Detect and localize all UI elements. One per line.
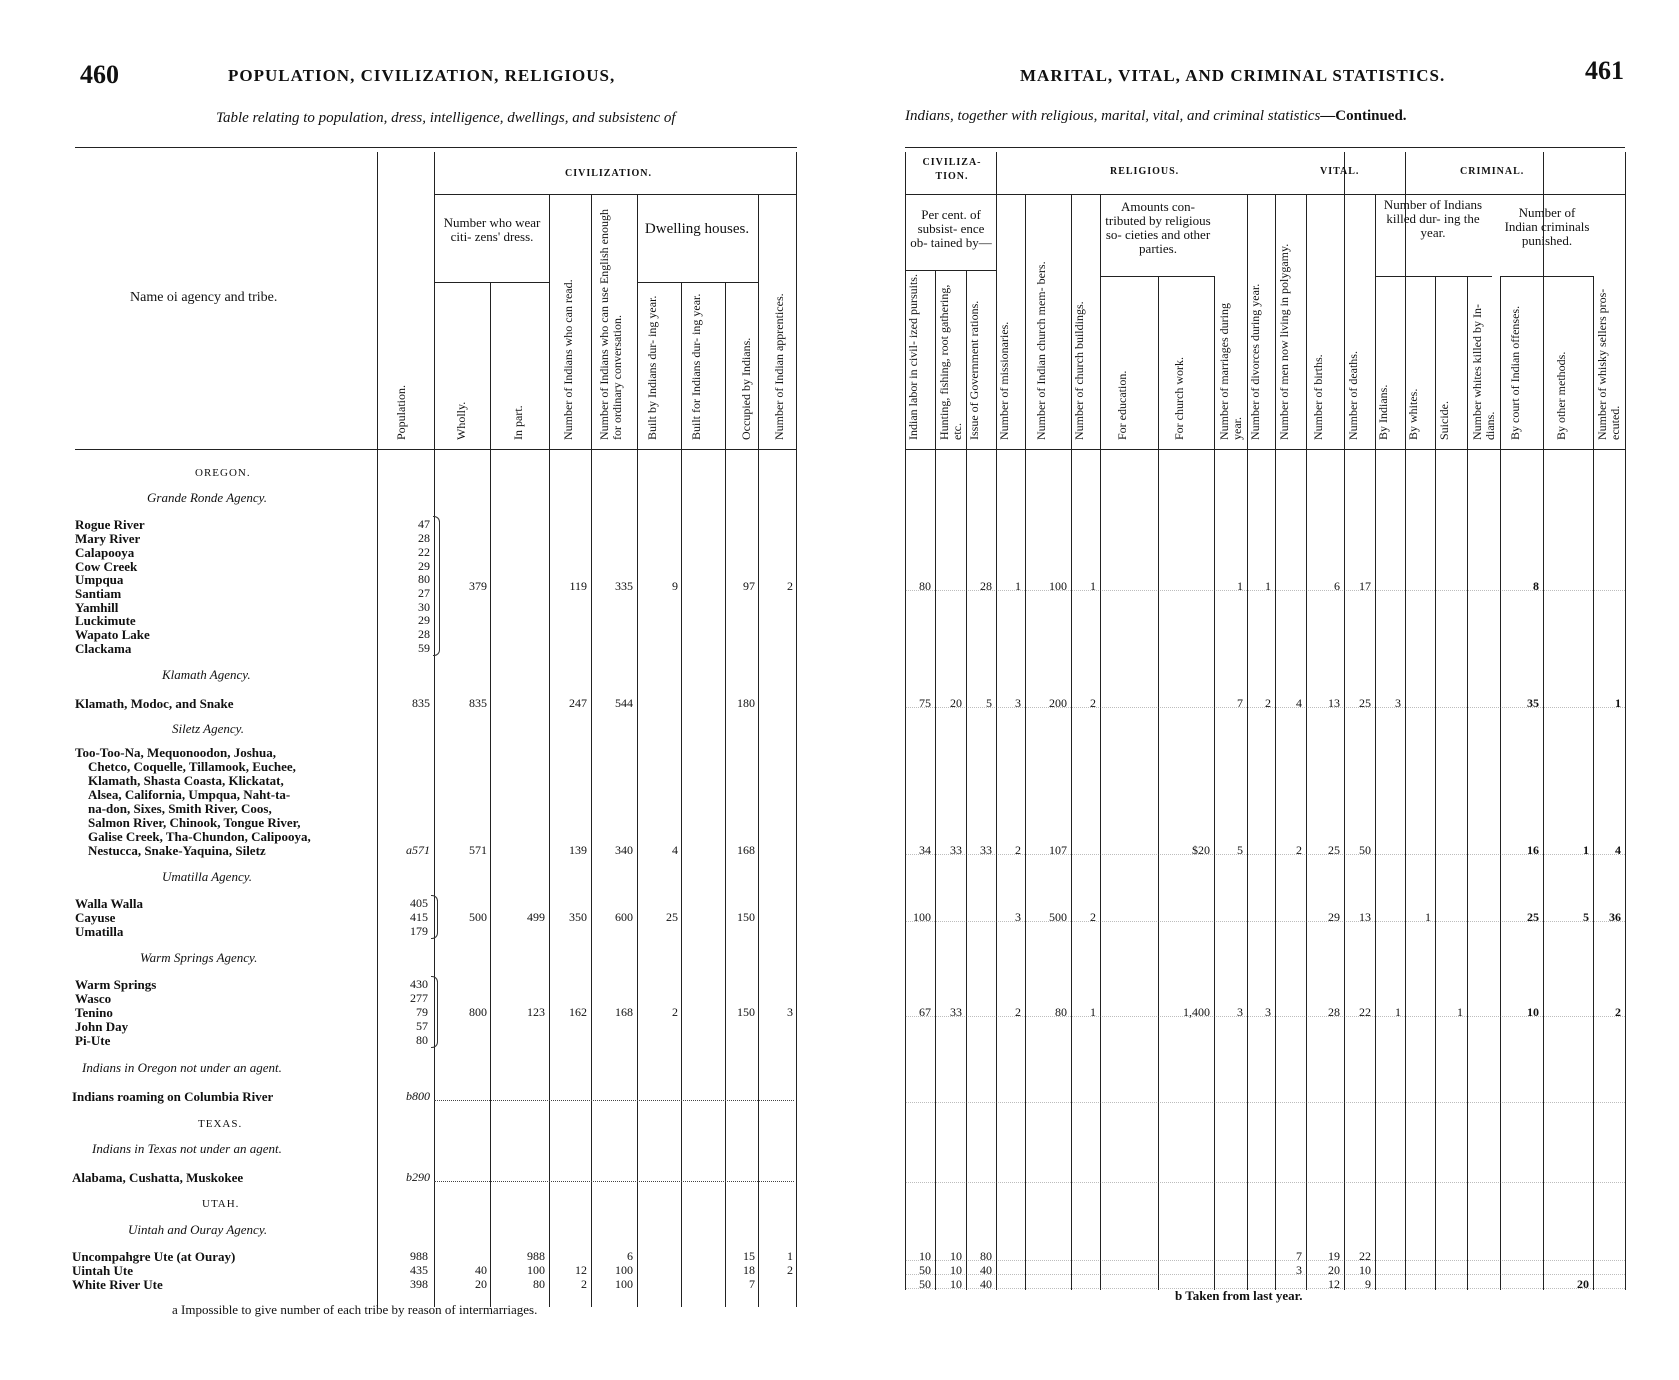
warm-springs-agency: Warm Springs Agency. — [140, 950, 258, 965]
cell: 25 — [1328, 843, 1340, 857]
divider — [591, 194, 592, 1307]
column-rule — [935, 270, 936, 1290]
civ-rule — [434, 194, 797, 195]
english-value: 6 — [627, 1249, 633, 1263]
population-value: 835 — [412, 696, 430, 710]
cell: 25 — [1359, 696, 1371, 710]
dot-leader — [905, 707, 1625, 708]
cell: 1 — [1583, 843, 1589, 857]
cell: 34 — [919, 843, 931, 857]
cell: 13 — [1328, 696, 1340, 710]
cell: 100 — [1049, 579, 1067, 593]
criminals-header: Number of Indian criminals punished. — [1504, 205, 1590, 248]
tribe-name: Walla Walla — [75, 896, 144, 911]
built-for-header: Built for Indians dur- ing year. — [689, 293, 703, 440]
brace — [433, 516, 440, 656]
wholly-value: 571 — [469, 843, 487, 857]
cell: 100 — [913, 910, 931, 924]
wholly-value: 835 — [469, 696, 487, 710]
tribe-name: Tenino — [75, 1005, 113, 1020]
cell: 28 — [980, 579, 992, 593]
cell: 80 — [919, 579, 931, 593]
tribe-name: Santiam — [75, 586, 122, 601]
criminal-group: CRIMINAL. — [1460, 166, 1525, 177]
killed-header: Number of Indians killed dur- ing the year. — [1383, 197, 1483, 240]
wholly-header: Wholly. — [454, 401, 468, 440]
tribe-name: Umpqua — [75, 572, 124, 587]
population-value: 22 — [418, 545, 430, 559]
in-part-header: In part. — [511, 405, 525, 440]
cell: 10 — [1359, 1263, 1371, 1277]
cell: 10 — [950, 1263, 962, 1277]
dwelling-rule — [637, 282, 758, 283]
tribe-line: Chetco, Coquelle, Tillamook, Euchee, — [88, 759, 296, 774]
cell: 35 — [1527, 696, 1539, 710]
right-footnote: b Taken from last year. — [1175, 1288, 1303, 1303]
dot-leader — [905, 1182, 1625, 1183]
vertical-header: Number of Indian church mem- bers. — [1034, 261, 1048, 440]
cell: 3 — [1015, 910, 1021, 924]
vertical-header: For church work. — [1172, 357, 1186, 440]
population-value: 415 — [410, 910, 428, 924]
col-name-header: Name oi agency and tribe. — [130, 290, 278, 305]
citizens-dress-header: Number who wear citi- zens' dress. — [443, 215, 541, 244]
cell: 1 — [1425, 910, 1431, 924]
cell: 4 — [1296, 696, 1302, 710]
vital-group: VITAL. — [1320, 166, 1360, 177]
tribe-line: Klamath, Shasta Coasta, Klickatat, — [88, 773, 284, 788]
built-by-value: 2 — [672, 1005, 678, 1019]
cell: 10 — [919, 1249, 931, 1263]
population-value: 59 — [418, 641, 430, 655]
column-rule — [1214, 276, 1215, 1290]
wholly-value: 40 — [475, 1263, 487, 1277]
tribe-name: White River Ute — [72, 1277, 163, 1292]
dot-leader — [905, 1102, 1625, 1103]
dress-rule — [434, 282, 549, 283]
dot-leader — [905, 921, 1625, 922]
divider — [490, 282, 491, 1307]
divider — [681, 282, 682, 1307]
cell: 2 — [1615, 1005, 1621, 1019]
vertical-header: Number whites killed by In- dians. — [1469, 304, 1497, 440]
population-value: 179 — [410, 924, 428, 938]
brace — [431, 976, 438, 1048]
amounts-header: Amounts con- tributed by religious so- cieties and other parties. — [1105, 199, 1211, 256]
cell: 5 — [986, 696, 992, 710]
english-value: 544 — [615, 696, 633, 710]
cell: 8 — [1533, 579, 1539, 593]
tribe-name: Calapooya — [75, 545, 135, 560]
cell: $20 — [1192, 843, 1210, 857]
cell: 80 — [1055, 1005, 1067, 1019]
vertical-header: Number of men now living in polygamy. — [1276, 243, 1291, 440]
apprentices-value: 3 — [787, 1005, 793, 1019]
left-caption: Table relating to population, dress, intelligence, dwellings, and subsistenc of — [216, 110, 676, 126]
dwelling-header: Dwelling houses. — [644, 221, 750, 237]
vertical-header: Hunting, fishing, root gathering, etc. — [936, 284, 964, 440]
cell: 33 — [950, 843, 962, 857]
cell: 1 — [1090, 579, 1096, 593]
vertical-header: Suicide. — [1437, 401, 1451, 440]
population-value: b800 — [406, 1089, 430, 1103]
civilization-header: CIVILIZATION. — [565, 168, 652, 179]
left-running-head: POPULATION, CIVILIZATION, RELIGIOUS, — [228, 66, 616, 85]
cell: 22 — [1359, 1005, 1371, 1019]
cell: 22 — [1359, 1249, 1371, 1263]
built-by-header: Built by Indians dur- ing year. — [645, 295, 659, 440]
population-value: a571 — [406, 843, 430, 857]
population-value: 57 — [416, 1019, 428, 1033]
cell: 10 — [950, 1249, 962, 1263]
english-value: 100 — [615, 1277, 633, 1291]
cell: 1 — [1395, 1005, 1401, 1019]
column-rule — [1344, 152, 1345, 1290]
built-by-value: 25 — [666, 910, 678, 924]
english-value: 335 — [615, 579, 633, 593]
apprentices-value: 2 — [787, 579, 793, 593]
state-oregon: OREGON. — [195, 467, 251, 479]
tribe-name: Wapato Lake — [75, 627, 150, 642]
uintah-agency: Uintah and Ouray Agency. — [128, 1222, 268, 1237]
tribe-name: Luckimute — [75, 613, 136, 628]
population-value: 988 — [410, 1249, 428, 1263]
cell: 5 — [1583, 910, 1589, 924]
cell: 33 — [980, 843, 992, 857]
cell: 1 — [1615, 696, 1621, 710]
cell: 2 — [1090, 696, 1096, 710]
header-bottom-rule — [75, 449, 797, 450]
population-value: 435 — [410, 1263, 428, 1277]
tribe-name: Cow Creek — [75, 559, 138, 574]
cell: 1 — [1265, 579, 1271, 593]
cell: 2 — [1265, 696, 1271, 710]
cell: 50 — [919, 1277, 931, 1291]
population-value: 79 — [416, 1005, 428, 1019]
population-value: 430 — [410, 977, 428, 991]
read-value: 2 — [581, 1277, 587, 1291]
divider — [434, 152, 435, 1307]
tribe-name: Yamhill — [75, 600, 119, 615]
cell: 16 — [1527, 843, 1539, 857]
tribe-line: na-don, Sixes, Smith River, Coos, — [88, 801, 272, 816]
right-running-head: MARITAL, VITAL, AND CRIMINAL STATISTICS. — [1020, 66, 1446, 85]
cell: 200 — [1049, 696, 1067, 710]
population-value: b290 — [406, 1170, 430, 1184]
state-utah: UTAH. — [202, 1198, 240, 1210]
in-part-value: 988 — [527, 1249, 545, 1263]
cell: 50 — [919, 1263, 931, 1277]
in-part-value: 123 — [527, 1005, 545, 1019]
dot-leader — [905, 590, 1625, 591]
col-population: Population. — [394, 384, 408, 440]
cell: 12 — [1328, 1277, 1340, 1291]
column-rule — [1593, 276, 1594, 1290]
occupied-value: 18 — [743, 1263, 755, 1277]
vertical-header: Number of marriages during year. — [1216, 303, 1244, 440]
column-rule — [1100, 194, 1101, 1290]
cell: 3 — [1296, 1263, 1302, 1277]
population-value: 29 — [418, 559, 430, 573]
right-page-number: 461 — [1585, 56, 1624, 85]
state-texas: TEXAS. — [198, 1118, 243, 1130]
can-read-header: Number of Indians who can read. — [561, 279, 575, 440]
column-rule — [1500, 276, 1501, 1290]
in-part-value: 499 — [527, 910, 545, 924]
divider — [549, 194, 550, 1307]
cell: 9 — [1365, 1277, 1371, 1291]
klamath-agency: Klamath Agency. — [162, 667, 251, 682]
divider — [377, 152, 378, 1307]
criminals-rule — [1500, 276, 1593, 277]
tribe-line: Galise Creek, Tha-Chundon, Calipooya, — [88, 829, 311, 844]
cell: 10 — [950, 1277, 962, 1291]
column-rule — [1375, 194, 1376, 1290]
column-rule — [1158, 276, 1159, 1290]
column-rule — [1467, 276, 1468, 1290]
population-value: 29 — [418, 613, 430, 627]
cell: 40 — [980, 1263, 992, 1277]
left-page-number: 460 — [80, 60, 119, 89]
per-cent-header: Per cent. of subsist- ence ob- tained by— — [910, 207, 992, 250]
population-value: 405 — [410, 896, 428, 910]
tribe-name: John Day — [75, 1019, 129, 1034]
umatilla-agency: Umatilla Agency. — [162, 869, 253, 884]
dot-leader — [434, 1100, 794, 1101]
tribe-name: Clackama — [75, 641, 132, 656]
read-value: 12 — [575, 1263, 587, 1277]
occupied-header: Occupied by Indians. — [739, 337, 753, 440]
cell: 2 — [1015, 1005, 1021, 1019]
cell: 75 — [919, 696, 931, 710]
divider — [637, 194, 638, 1307]
killed-rule — [1375, 276, 1492, 277]
vertical-header: Number of whisky sellers pros- ecuted. — [1595, 288, 1622, 440]
cell: 3 — [1237, 1005, 1243, 1019]
cell: 500 — [1049, 910, 1067, 924]
cell: 1 — [1457, 1005, 1463, 1019]
cell: 3 — [1015, 696, 1021, 710]
tribe-name: Mary River — [75, 531, 141, 546]
occupied-value: 150 — [737, 1005, 755, 1019]
in-part-value: 100 — [527, 1263, 545, 1277]
population-value: 30 — [418, 600, 430, 614]
divider — [796, 152, 797, 1307]
vertical-header: By court of Indian offenses. — [1507, 305, 1522, 440]
population-value: 398 — [410, 1277, 428, 1291]
built-by-value: 4 — [672, 843, 678, 857]
left-footnote: a Impossible to give number of each tribe by reason of intermarriages. — [172, 1302, 538, 1317]
tribe-name: Uncompahgre Ute (at Ouray) — [72, 1249, 236, 1264]
read-value: 119 — [569, 579, 587, 593]
cell: 20 — [1328, 1263, 1340, 1277]
cell: 1 — [1090, 1005, 1096, 1019]
population-value: 28 — [418, 531, 430, 545]
vertical-header: By whites. — [1406, 388, 1420, 440]
column-rule — [1306, 194, 1307, 1290]
occupied-value: 180 — [737, 696, 755, 710]
population-value: 28 — [418, 627, 430, 641]
cell: 20 — [950, 696, 962, 710]
wholly-value: 800 — [469, 1005, 487, 1019]
grande-ronde-agency: Grande Ronde Agency. — [147, 490, 267, 505]
tribe-name: Klamath, Modoc, and Snake — [75, 696, 234, 711]
brace — [431, 895, 438, 939]
english-header: Number of Indians who can use English enough for ordinary conversation. — [597, 209, 624, 440]
tribe-name: Indians roaming on Columbia River — [72, 1089, 274, 1104]
population-value: 277 — [410, 991, 428, 1005]
english-value: 340 — [615, 843, 633, 857]
cell: 19 — [1328, 1249, 1340, 1263]
cell: 107 — [1049, 843, 1067, 857]
cell: 25 — [1527, 910, 1539, 924]
cell: 3 — [1265, 1005, 1271, 1019]
tribe-line: Alsea, California, Umpqua, Naht-ta- — [88, 787, 291, 802]
divider — [725, 282, 726, 1307]
apprentices-header: Number of Indian apprentices. — [772, 293, 786, 440]
apprentices-value: 2 — [787, 1263, 793, 1277]
group-rule — [905, 194, 1625, 195]
divider — [758, 194, 759, 1307]
tribe-name: Alabama, Cushatta, Muskokee — [72, 1170, 244, 1185]
cell: 36 — [1609, 910, 1621, 924]
read-value: 162 — [569, 1005, 587, 1019]
column-rule — [1025, 194, 1026, 1290]
cell: 13 — [1359, 910, 1371, 924]
cell: 40 — [980, 1277, 992, 1291]
occupied-value: 150 — [737, 910, 755, 924]
population-value: 80 — [418, 572, 430, 586]
cell: 29 — [1328, 910, 1340, 924]
occupied-value: 7 — [749, 1277, 755, 1291]
cell: 33 — [950, 1005, 962, 1019]
cell: 6 — [1334, 579, 1340, 593]
texas-no-agent: Indians in Texas not under an agent. — [92, 1141, 282, 1156]
vertical-header: By Indians. — [1376, 384, 1390, 440]
column-rule — [1405, 152, 1406, 1290]
tribe-name: Warm Springs — [75, 977, 157, 992]
cell: 20 — [1577, 1277, 1589, 1291]
right-caption — [905, 108, 1407, 125]
tribe-name: Umatilla — [75, 924, 124, 939]
dot-leader — [905, 1274, 1625, 1275]
column-rule — [1435, 276, 1436, 1290]
siletz-agency: Siletz Agency. — [172, 721, 244, 736]
vertical-header: Issue of Government rations. — [967, 300, 981, 440]
occupied-value: 168 — [737, 843, 755, 857]
vertical-header: By other methods. — [1554, 351, 1568, 440]
english-value: 100 — [615, 1263, 633, 1277]
in-part-value: 80 — [533, 1277, 545, 1291]
religious-group: RELIGIOUS. — [1110, 166, 1180, 177]
vertical-header: For education. — [1115, 370, 1129, 440]
cell: 7 — [1237, 696, 1243, 710]
cell: 50 — [1359, 843, 1371, 857]
cell: 67 — [919, 1005, 931, 1019]
occupied-value: 97 — [743, 579, 755, 593]
cell: 3 — [1395, 696, 1401, 710]
cell: 4 — [1615, 843, 1621, 857]
cell: 80 — [980, 1249, 992, 1263]
population-value: 47 — [418, 517, 430, 531]
top-rule — [75, 147, 797, 148]
column-rule — [1275, 194, 1276, 1290]
wholly-value: 500 — [469, 910, 487, 924]
read-value: 350 — [569, 910, 587, 924]
vertical-header: Number of births. — [1311, 354, 1325, 440]
apprentices-value: 1 — [787, 1249, 793, 1263]
cell: 2 — [1090, 910, 1096, 924]
tribe-name: Cayuse — [75, 910, 116, 925]
cell: 7 — [1296, 1249, 1302, 1263]
built-by-value: 9 — [672, 579, 678, 593]
read-value: 247 — [569, 696, 587, 710]
column-rule — [1543, 152, 1544, 1290]
cell: 17 — [1359, 579, 1371, 593]
oregon-no-agent: Indians in Oregon not under an agent. — [82, 1060, 282, 1075]
dot-leader — [905, 1016, 1625, 1017]
vertical-header: Indian labor in civil- ized pursuits. — [906, 274, 920, 440]
tribe-line: Salmon River, Chinook, Tongue River, — [88, 815, 301, 830]
vertical-header: Number of deaths. — [1345, 351, 1360, 440]
population-value: 27 — [418, 586, 430, 600]
cell: 1 — [1237, 579, 1243, 593]
tribe-line: Too-Too-Na, Mequonoodon, Joshua, — [75, 745, 276, 760]
vertical-header: Number of church buildings. — [1072, 301, 1086, 440]
dot-leader — [905, 854, 1625, 855]
tribe-name: Uintah Ute — [72, 1263, 134, 1278]
cell: 1 — [1015, 579, 1021, 593]
header-bottom-rule — [905, 449, 1625, 450]
column-rule — [1625, 152, 1626, 1290]
english-value: 168 — [615, 1005, 633, 1019]
top-rule — [905, 147, 1625, 148]
tribe-name: Rogue River — [75, 517, 145, 532]
cell: 5 — [1237, 843, 1243, 857]
caption-italic: Indians, together with religious, marital, vital, and criminal statistics — [905, 108, 1321, 124]
cell: 2 — [1015, 843, 1021, 857]
population-value: 80 — [416, 1033, 428, 1047]
read-value: 139 — [569, 843, 587, 857]
tribe-line: Nestucca, Snake-Yaquina, Siletz — [88, 843, 266, 858]
wholly-value: 379 — [469, 579, 487, 593]
occupied-value: 15 — [743, 1249, 755, 1263]
dot-leader — [905, 1260, 1625, 1261]
cell: 1,400 — [1183, 1005, 1210, 1019]
cell: 28 — [1328, 1005, 1340, 1019]
civilization-group: CIVILIZA- TION. — [922, 157, 982, 182]
cell: 10 — [1527, 1005, 1539, 1019]
caption-bold: —Continued. — [1320, 108, 1407, 124]
english-value: 600 — [615, 910, 633, 924]
vertical-header: Number of divorces during year. — [1248, 283, 1262, 440]
vertical-header: Number of missionaries. — [997, 321, 1011, 440]
tribe-name: Pi-Ute — [75, 1033, 111, 1048]
wholly-value: 20 — [475, 1277, 487, 1291]
dot-leader — [434, 1181, 794, 1182]
tribe-name: Wasco — [75, 991, 112, 1006]
cell: 2 — [1296, 843, 1302, 857]
